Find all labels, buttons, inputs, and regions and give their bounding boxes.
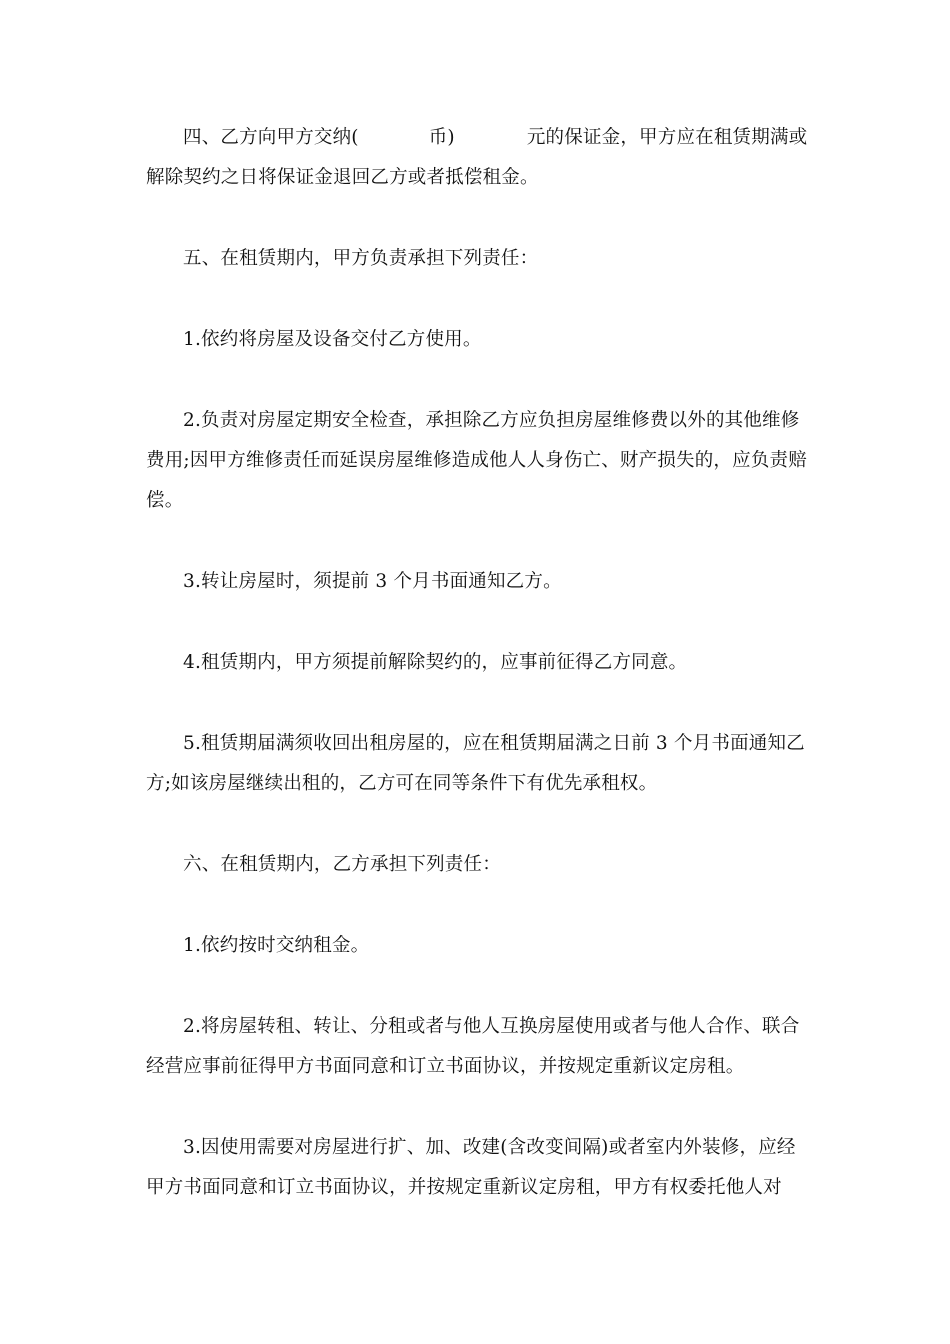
deposit-clause-part-2: 币) — [428, 127, 455, 148]
landlord-duty-1: 1.依约将房屋及设备交付乙方使用。 — [183, 329, 482, 350]
tenant-duty-3: 3.因使用需要对房屋进行扩、加、改建(含改变间隔)或者室内外装修，应经甲方书面同意和订立书面协议，并按规定重新议定房租，甲方有权委托他人对 — [146, 1137, 796, 1198]
landlord-duty-5: 5.租赁期届满须收回出租房屋的，应在租赁期届满之日前 3 个月书面通知乙方;如该房屋继续出租的，乙方可在同等条件下有优先承租权。 — [146, 733, 805, 794]
tenant-duty-1: 1.依约按时交纳租金。 — [183, 935, 370, 956]
tenant-duty-2: 2.将房屋转租、转让、分租或者与他人互换房屋使用或者与他人合作、联合经营应事前征得甲方书面同意和订立书面协议，并按规定重新议定房租。 — [146, 1016, 800, 1077]
document-body — [146, 118, 811, 1249]
deposit-clause-part-1: 四、乙方向甲方交纳( — [183, 127, 359, 148]
landlord-duties-heading: 五、在租赁期内，甲方负责承担下列责任： — [183, 248, 539, 269]
tenant-duties-heading: 六、在租赁期内，乙方承担下列责任： — [183, 854, 501, 875]
landlord-duty-3: 3.转让房屋时，须提前 3 个月书面通知乙方。 — [183, 571, 562, 592]
deposit-clause — [146, 118, 811, 198]
deposit-clause-part-3: 元的保证金，甲方应在租赁期满或解除契约之日将保证金退回乙方或者抵偿租金。 — [146, 127, 808, 188]
landlord-duty-4: 4.租赁期内，甲方须提前解除契约的，应事前征得乙方同意。 — [183, 652, 688, 673]
landlord-duty-2: 2.负责对房屋定期安全检查，承担除乙方应负担房屋维修费以外的其他维修费用;因甲方维修责任而延误房屋维修造成他人人身伤亡、财产损失的，应负责赔偿。 — [146, 410, 807, 511]
